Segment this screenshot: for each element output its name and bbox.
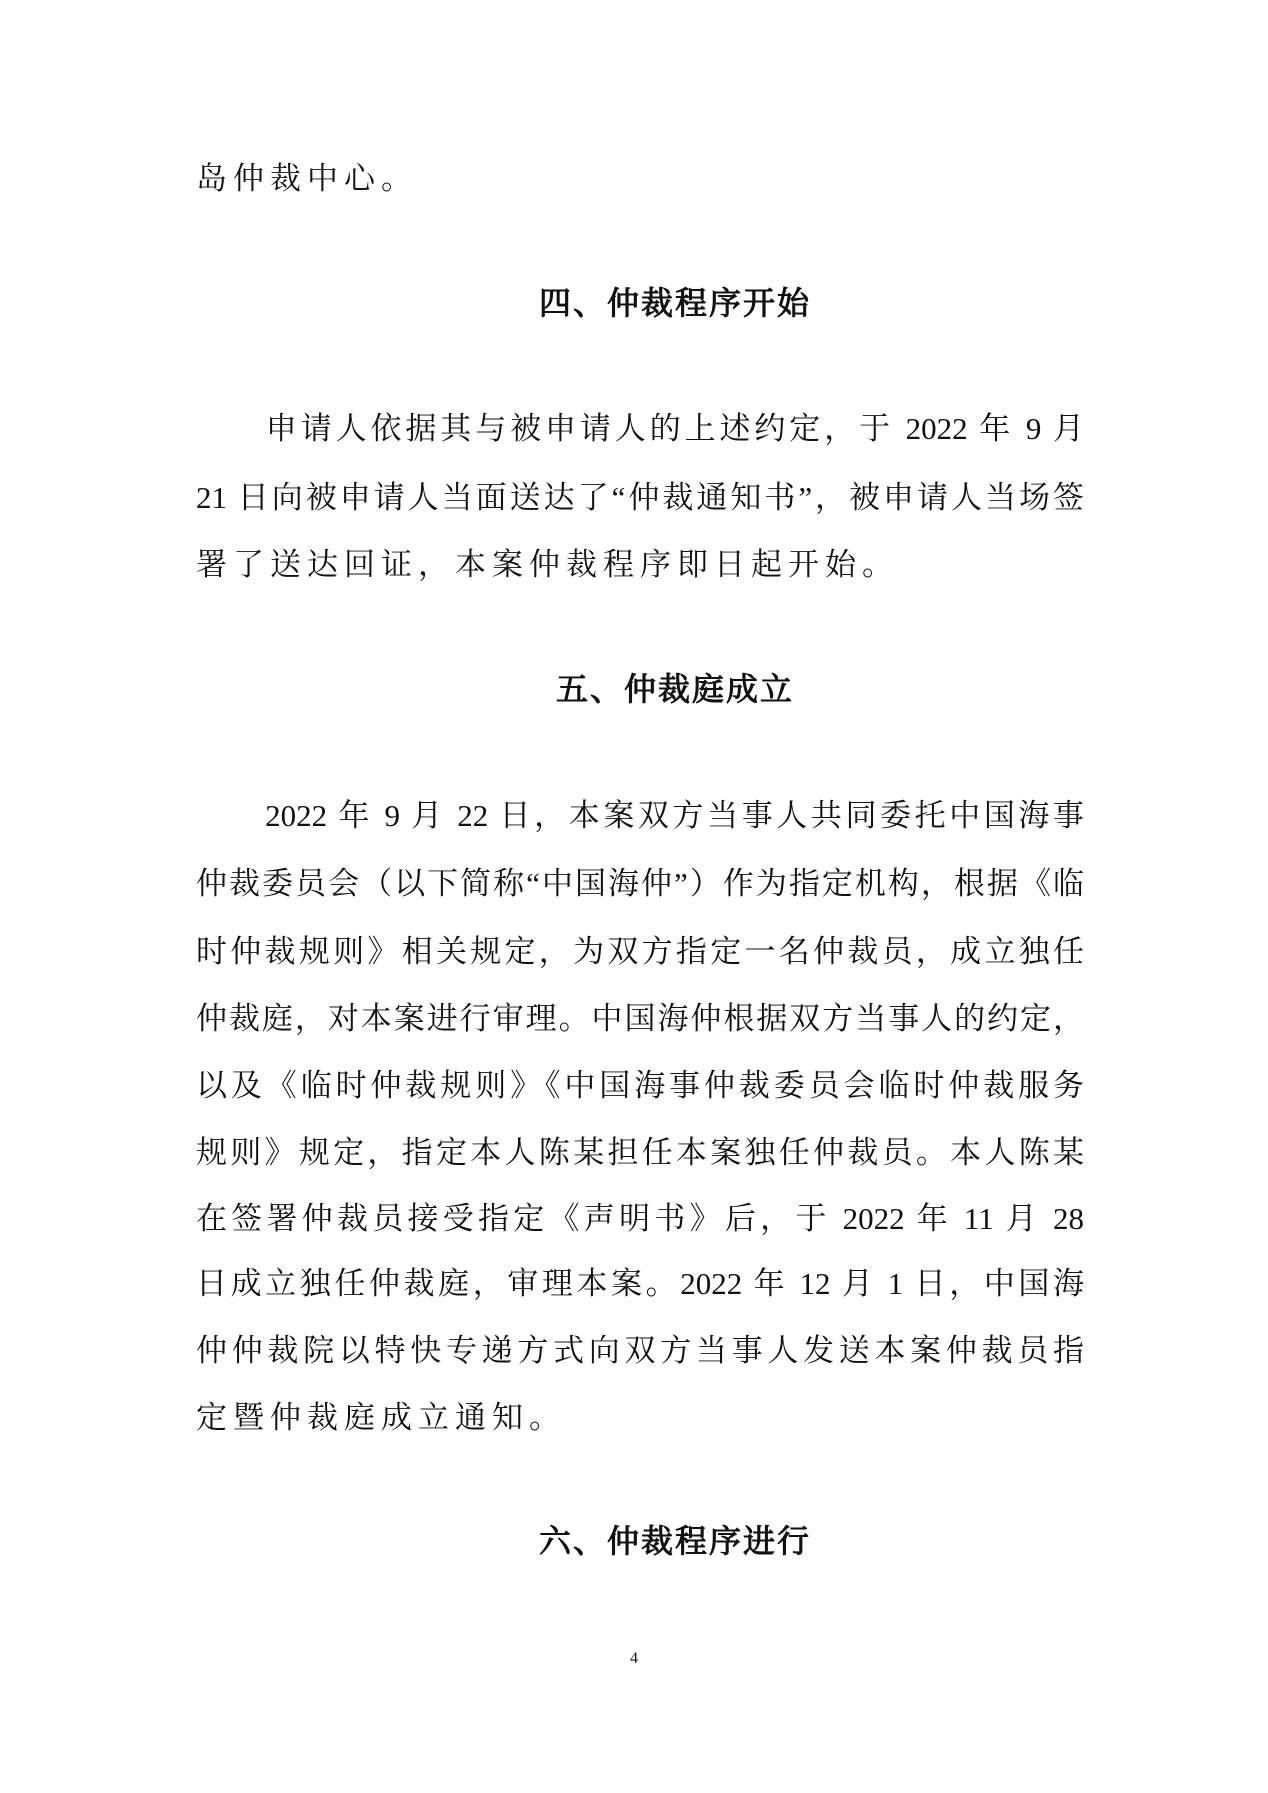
paragraph-line: 2022 年 9 月 22 日，本案双方当事人共同委托中国海事 (196, 798, 1084, 833)
paragraph-line: 在签署仲裁员接受指定《声明书》后，于 2022 年 11 月 28 (196, 1201, 1084, 1236)
paragraph-line: 日成立独任仲裁庭，审理本案。2022 年 12 月 1 日，中国海 (196, 1266, 1084, 1301)
paragraph-line: 规则》规定，指定本人陈某担任本案独任仲裁员。本人陈某 (196, 1135, 1084, 1170)
paragraph-line: 岛仲裁中心。 (196, 161, 418, 196)
paragraph-line: 申请人依据其与被申请人的上述约定，于 2022 年 9 月 (196, 411, 1084, 446)
paragraph-line: 以及《临时仲裁规则》《中国海事仲裁委员会临时仲裁服务 (196, 1068, 1084, 1103)
section-heading: 五、仲裁庭成立 (555, 670, 794, 708)
paragraph-line: 仲仲裁院以特快专递方式向双方当事人发送本案仲裁员指 (196, 1333, 1084, 1368)
paragraph-line: 定暨仲裁庭成立通知。 (196, 1400, 566, 1435)
paragraph-line: 署了送达回证，本案仲裁程序即日起开始。 (196, 547, 899, 582)
paragraph-line: 21 日向被申请人当面送达了“仲裁通知书”，被申请人当场签 (196, 480, 1084, 515)
section-heading: 六、仲裁程序进行 (538, 1522, 811, 1560)
paragraph-line: 仲裁庭，对本案进行审理。中国海仲根据双方当事人的约定， (196, 1001, 1084, 1036)
paragraph-line: 仲裁委员会（以下简称“中国海仲”）作为指定机构，根据《临 (196, 866, 1084, 901)
page-number: 4 (630, 1650, 638, 1667)
paragraph-line: 时仲裁规则》相关规定，为双方指定一名仲裁员，成立独任 (196, 934, 1084, 969)
section-heading: 四、仲裁程序开始 (538, 284, 811, 322)
